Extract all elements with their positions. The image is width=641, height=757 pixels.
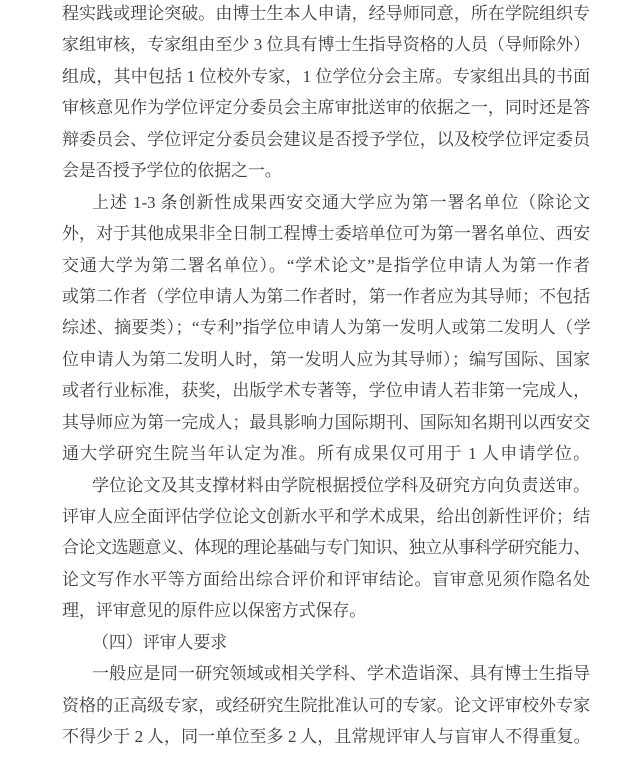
document-text-block	[62, 0, 590, 753]
text-line: 一般应是同一研究领域或相关学科、学术造诣深、具有博士生指导	[92, 664, 590, 684]
text-line: 辩委员会、学位评定分委员会建议是否授予学位，以及校学位评定委员	[62, 129, 590, 149]
text-line: 不得少于 2 人，同一单位至多 2 人，且常规评审人与盲审人不得重复。	[62, 727, 590, 747]
text-line: 或第二作者（学位申请人为第二作者时，第一作者应为其导师；不包括	[62, 286, 590, 306]
text-line: 程实践或理论突破。由博士生本人申请，经导师同意，所在学院组织专	[62, 4, 590, 23]
text-line: 评审人应全面评估学位论文创新水平和学术成果，给出创新性评价；结	[62, 507, 590, 526]
text-line: 综述、摘要类）；“专利”指学位申请人为第一发明人或第二发明人（学	[62, 318, 590, 338]
text-line: 外，对于其他成果非全日制工程博士委培单位可为第一署名单位、西安	[62, 224, 590, 244]
text-line: 家组审核，专家组由至少 3 位具有博士生指导资格的人员（导师除外）	[62, 35, 590, 55]
text-line: 合论文选题意义、体现的理论基础与专门知识、独立从事科学研究能力、	[62, 538, 590, 558]
text-line: 位申请人为第二发明人时，第一发明人应为其导师）；编写国际、国家	[62, 349, 590, 369]
text-line: 上述 1-3 条创新性成果西安交通大学应为第一署名单位（除论文	[92, 192, 590, 212]
section-heading: （四）评审人要求	[92, 632, 228, 652]
text-line: 资格的正高级专家，或经研究生院批准认可的专家。论文评审校外专家	[62, 695, 590, 715]
paragraph	[62, 627, 590, 658]
text-line: 组成，其中包括 1 位校外专家，1 位学位分会主席。专家组出具的书面	[62, 66, 590, 86]
text-line: 论文写作水平等方面给出综合评价和评审结论。盲审意见须作隐名处	[62, 569, 590, 589]
text-line: 会是否授予学位的依据之一。	[62, 161, 282, 181]
text-line: 或者行业标准，获奖，出版学术专著等，学位申请人若非第一完成人，	[62, 381, 590, 401]
paragraph	[62, 0, 590, 187]
paragraph	[62, 658, 590, 752]
paragraph	[62, 470, 590, 627]
text-line: 理，评审意见的原件应以保密方式保存。	[62, 601, 367, 621]
text-line: 通大学研究生院当年认定为准。所有成果仅可用于 1 人申请学位。	[62, 444, 590, 464]
text-line: 其导师应为第一完成人；最具影响力国际期刊、国际知名期刊以西安交	[62, 412, 590, 432]
text-line: 学位论文及其支撑材料由学院根据授位学科及研究方向负责送审。	[92, 475, 590, 495]
text-line: 交通大学为第二署名单位）。“学术论文”是指学位申请人为第一作者	[62, 255, 590, 275]
paragraph	[62, 187, 590, 470]
text-line: 审核意见作为学位评定分委员会主席审批送审的依据之一，同时还是答	[62, 98, 590, 118]
